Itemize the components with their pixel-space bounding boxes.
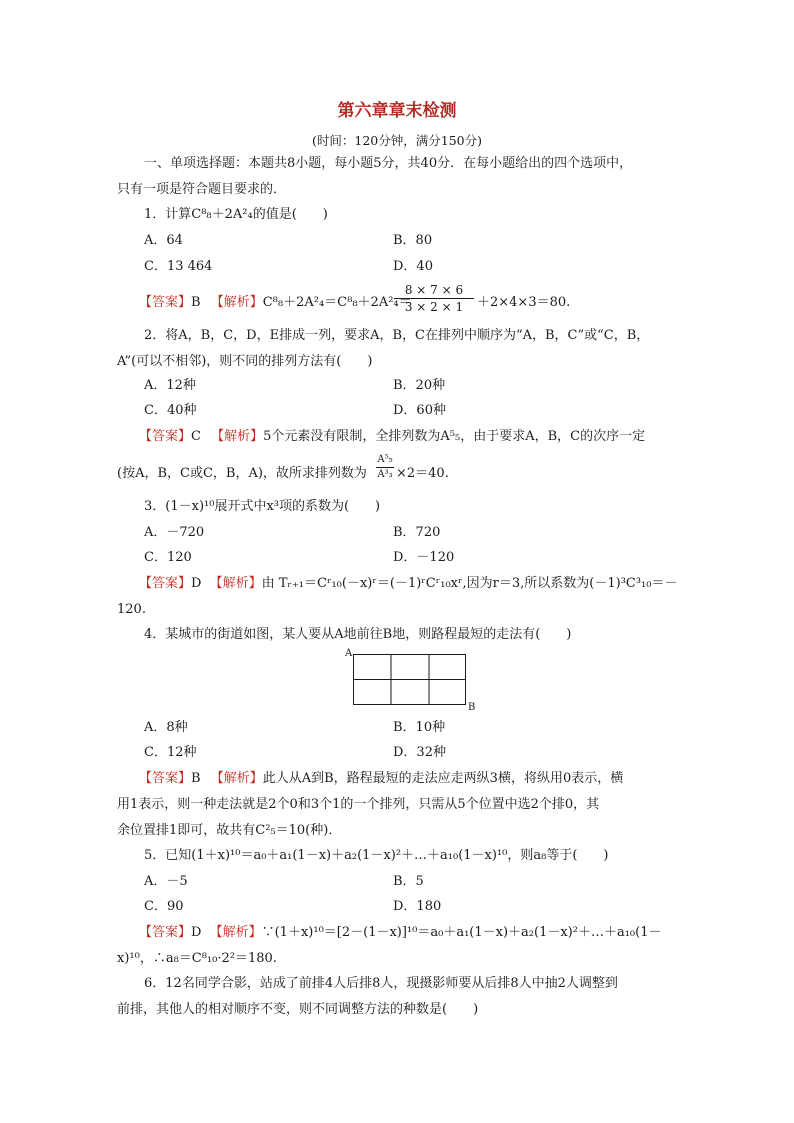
q2-stem-line1: 2．将A，B，C，D，E排成一列，要求A，B，C在排列中顺序为“A，B，C”或“C，B， [144,328,650,343]
q2-option-d: D．60种 [393,403,446,418]
analysis-tag: 【解析】 [210,295,263,310]
q4-answer: B [191,771,201,786]
answer-tag: 【答案】 [139,925,192,940]
q1-fraction [394,283,474,314]
q4-analysis-line3: 余位置排1即可，故共有C²₅＝10(种)． [117,823,342,838]
q1-answer: B [191,295,201,310]
q1-stem: 1．计算C⁸₈＋2A²₄的值是( ) [144,207,328,222]
analysis-tag: 【解析】 [211,429,264,444]
q4-option-d: D．32种 [393,745,446,760]
q4-option-c: C．12种 [144,745,197,760]
q6-stem-line1: 6．12名同学合影，站成了前排4人后排8人，现摄影师要从后排8人中抽2人调整到 [144,976,618,991]
q1-option-c: C．13 464 [144,259,213,274]
q1-option-d: D．40 [393,259,433,274]
q1-fraction-denominator: 3 × 2 × 1 [404,300,464,314]
q2-analysis-text: 5个元素没有限制，全排列数为A⁵₅，由于要求A，B，C的次序一定 [263,429,646,444]
q5-answer: D [191,925,202,940]
q5-stem: 5．已知(1＋x)¹⁰＝a₀＋a₁(1－x)＋a₂(1－x)²＋…＋a₁₀(1－x)¹⁰，则a₈等于( ) [144,848,609,863]
q4-analysis-text: 此人从A到B，路程最短的走法应走两纵3横，将纵用0表示，横 [262,771,624,786]
page-title: 第六章章末检测 [337,101,457,121]
q2-fraction-numerator: A⁵₅ [377,454,393,465]
q2-option-a: A．12种 [144,378,196,393]
q2-fraction-denominator: A³₃ [377,469,393,480]
street-grid-diagram [353,654,466,705]
page-subtitle: (时间：120分钟，满分150分) [312,133,482,148]
answer-tag: 【答案】 [139,295,192,310]
analysis-tag: 【解析】 [209,925,262,940]
q4-option-b: B．10种 [393,720,446,735]
q6-stem-line2: 前排，其他人的相对顺序不变，则不同调整方法的种数是( ) [117,1002,479,1017]
analysis-tag: 【解析】 [210,771,263,786]
q5-option-d: D．180 [393,899,442,914]
q3-option-a: A．－720 [144,525,205,540]
q3-stem: 3．(1－x)¹⁰展开式中x³项的系数为( ) [144,499,381,514]
q2-option-c: C．40种 [144,403,197,418]
q1-option-b: B．80 [393,233,433,248]
q3-analysis-text: 由 Tᵣ₊₁＝Cʳ₁₀(－x)ʳ＝(－1)ʳCʳ₁₀xʳ,因为r＝3,所以系数为(－1)³C³₁₀＝－ [261,576,678,591]
q3-analysis-line1 [139,575,677,593]
q5-analysis-line2: x)¹⁰，∴a₈＝C⁸₁₀·2²＝180. [117,951,277,966]
q2-answer: C [191,429,201,444]
answer-tag: 【答案】 [139,576,192,591]
q2-analysis-line2-suffix: ×2＝40. [396,466,449,481]
q1-fraction-numerator: 8 × 7 × 6 [404,283,464,297]
answer-tag: 【答案】 [139,771,192,786]
section-intro-line2: 只有一项是符合题目要求的． [117,182,287,197]
q3-option-b: B．720 [393,525,441,540]
q5-analysis-line1 [139,924,661,942]
q4-analysis-line2: 用1表示，则一种走法就是2个0和3个1的一个排列，只需从5个位置中选2个排0，其 [117,797,600,812]
q3-option-c: C．120 [144,550,192,565]
q1-option-a: A．64 [144,233,183,248]
section-intro-line1: 一、单项选择题：本题共8小题，每小题5分，共40分．在每小题给出的四个选项中， [144,156,633,171]
q5-analysis-text: ∵(1＋x)¹⁰＝[2－(1－x)]¹⁰＝a₀＋a₁(1－x)＋a₂(1－x)²＋…＋a₁₀(1－ [261,925,662,940]
q3-answer: D [191,576,202,591]
q3-option-d: D．－120 [393,550,455,565]
q4-stem: 4．某城市的街道如图，某人要从A地前往B地，则路程最短的走法有( ) [144,627,572,642]
q2-analysis-line2-prefix: (按A，B，C或C，B，A)，故所求排列数为 [117,466,367,481]
q4-analysis-line1 [139,770,623,788]
answer-tag: 【答案】 [139,429,192,444]
q3-analysis-line2: 120. [117,602,146,617]
q1-analysis-suffix: ＋2×4×3＝80. [477,295,571,310]
q4-option-a: A．8种 [144,720,188,735]
q5-option-a: A．－5 [144,874,188,889]
analysis-tag: 【解析】 [209,576,262,591]
q2-fraction [376,454,394,481]
q1-answer-line [139,294,412,312]
q2-option-b: B．20种 [393,378,446,393]
q2-analysis-line1 [139,428,645,446]
grid-label-a: A [345,648,353,659]
grid-label-b: B [468,702,476,713]
q5-option-c: C．90 [144,899,184,914]
q2-stem-line2: A”(可以不相邻)，则不同的排列方法有( ) [117,354,373,369]
q1-analysis-prefix: C⁸₈＋2A²₄＝C⁸₈＋2A²₄＝ [262,295,412,310]
q5-option-b: B．5 [393,874,424,889]
